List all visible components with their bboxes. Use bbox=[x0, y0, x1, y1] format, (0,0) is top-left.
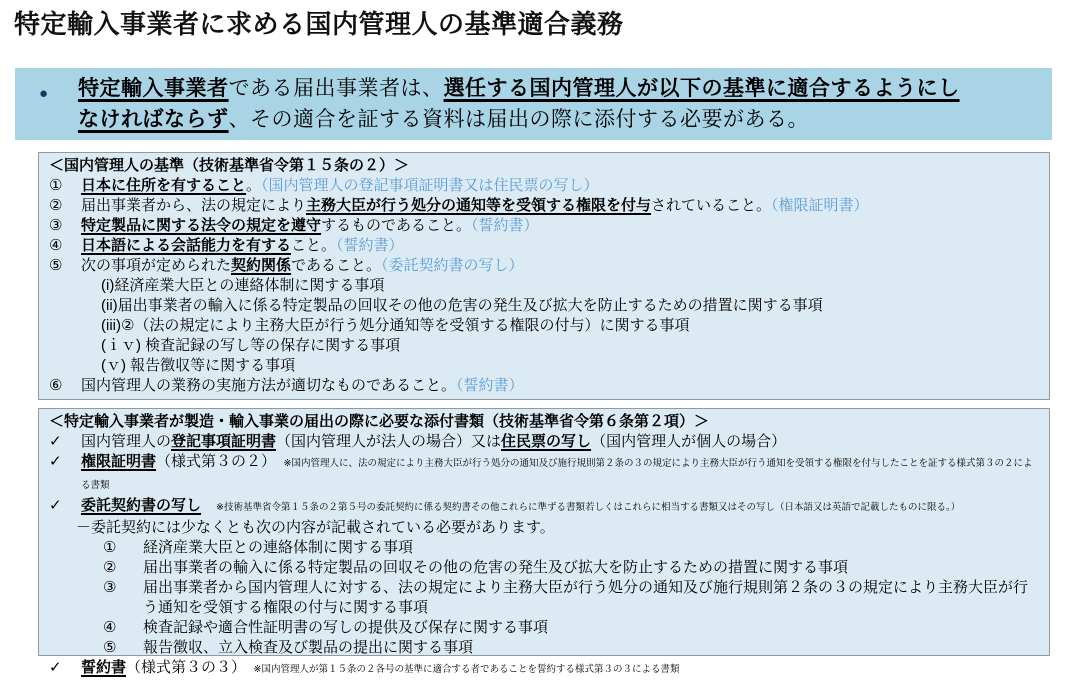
bullet-icon: ● bbox=[39, 85, 49, 102]
item-text: (iii)②（法の規定により主務大臣が行う処分通知等を受領する権限の付与）に関する事項 bbox=[101, 317, 690, 334]
item-text: 次の事項が定められた契約関係であること。（委託契約書の写し） bbox=[81, 257, 524, 274]
list-item bbox=[47, 578, 1041, 618]
item-marker: ⑥ bbox=[49, 377, 63, 394]
check-icon: ✓ bbox=[49, 659, 62, 676]
item-text: －委託契約には少なくとも次の内容が記載されている必要があります。 bbox=[76, 519, 555, 536]
criteria-box-title: ＜国内管理人の基準（技術基準省令第１５条の２）＞ bbox=[49, 157, 410, 174]
item-marker: ② bbox=[103, 559, 117, 576]
list-item bbox=[47, 376, 1041, 396]
check-icon: ✓ bbox=[49, 497, 62, 514]
list-item bbox=[47, 518, 1041, 538]
item-text: 国内管理人の登記事項証明書（国内管理人が法人の場合）又は住民票の写し（国内管理人が個人の場合） bbox=[81, 433, 787, 450]
banner-text: 特定輸入事業者である届出事業者は、選任する国内管理人が以下の基準に適合するようにし なければならず、その適合を証する資料は届出の際に添付する必要がある。 bbox=[78, 77, 960, 131]
item-text: 国内管理人の業務の実施方法が適切なものであること。（誓約書） bbox=[81, 377, 524, 394]
item-marker: ③ bbox=[103, 579, 117, 596]
list-item bbox=[47, 638, 1041, 658]
list-item bbox=[47, 538, 1041, 558]
item-text: 届出事業者の輸入に係る特定製品の回収その他の危害の発生及び拡大を防止するための措置に関する事項 bbox=[143, 559, 849, 576]
item-marker: ⑤ bbox=[49, 257, 63, 274]
item-text: (ii)届出事業者の輸入に係る特定製品の回収その他の危害の発生及び拡大を防止するための措置に関する事項 bbox=[101, 297, 823, 314]
item-text: 特定製品に関する法令の規定を遵守するものであること。（誓約書） bbox=[81, 217, 539, 234]
page-title: 特定輸入事業者に求める国内管理人の基準適合義務 bbox=[14, 9, 624, 39]
summary-banner bbox=[15, 68, 1052, 140]
list-item bbox=[47, 276, 1041, 296]
list-item bbox=[47, 296, 1041, 316]
item-text: (ｉｖ) 検査記録の写し等の保存に関する事項 bbox=[101, 337, 401, 354]
item-text: 検査記録や適合性証明書の写しの提供及び保存に関する事項 bbox=[143, 619, 549, 636]
item-text: 届出事業者から、法の規定により主務大臣が行う処分の通知等を受領する権限を付与されていること。（権限証明書） bbox=[81, 197, 869, 214]
item-marker: ① bbox=[103, 539, 117, 556]
list-item bbox=[47, 336, 1041, 356]
list-item bbox=[47, 356, 1041, 376]
item-marker: ④ bbox=[49, 237, 63, 254]
item-text: 経済産業大臣との連絡体制に関する事項 bbox=[143, 539, 414, 556]
list-item bbox=[47, 618, 1041, 638]
item-text: 権限証明書（様式第３の２） ※国内管理人に、法の規定により主務大臣が行う処分の通知及び施行規則第２条の３の規定により主務大臣が行う通知を受領する権限を付与したことを証する様式第３の２による書類 bbox=[81, 453, 1033, 491]
item-text: 誓約書（様式第３の３） ※国内管理人が第１５条の２各号の基準に適合する者であることを誓約する様式第３の３による書類 bbox=[81, 659, 680, 676]
list-item bbox=[47, 452, 1041, 496]
item-text: (i)経済産業大臣との連絡体制に関する事項 bbox=[101, 277, 385, 294]
list-item bbox=[47, 216, 1041, 236]
list-item bbox=[47, 558, 1041, 578]
list-item bbox=[47, 432, 1041, 452]
attached-documents-box-title: ＜特定輸入事業者が製造・輸入事業の届出の際に必要な添付書類（技術基準省令第６条第２項）＞ bbox=[49, 413, 710, 430]
item-marker: ⑤ bbox=[103, 639, 117, 656]
list-item bbox=[47, 496, 1041, 518]
item-text: (ｖ) 報告徴収等に関する事項 bbox=[101, 357, 296, 374]
list-item bbox=[47, 658, 1041, 680]
list-item bbox=[47, 196, 1041, 216]
list-item bbox=[47, 236, 1041, 256]
criteria-box bbox=[38, 152, 1050, 400]
attached-documents-box bbox=[38, 408, 1050, 676]
item-text: 日本に住所を有すること。（国内管理人の登記事項証明書又は住民票の写し） bbox=[81, 177, 599, 194]
check-icon: ✓ bbox=[49, 433, 62, 450]
item-marker: ④ bbox=[103, 619, 117, 636]
item-marker: ③ bbox=[49, 217, 63, 234]
list-item bbox=[47, 176, 1041, 196]
item-text: 届出事業者から国内管理人に対する、法の規定により主務大臣が行う処分の通知及び施行規則第２条の３の規定により主務大臣が行う通知を受領する権限の付与に関する事項 bbox=[143, 579, 1029, 616]
attached-documents-list bbox=[47, 432, 1041, 680]
list-item bbox=[47, 256, 1041, 276]
item-text: 報告徴収、立入検査及び製品の提出に関する事項 bbox=[143, 639, 474, 656]
item-marker: ② bbox=[49, 197, 63, 214]
list-item bbox=[47, 316, 1041, 336]
item-text: 日本語による会話能力を有すること。（誓約書） bbox=[81, 237, 404, 254]
criteria-list bbox=[47, 176, 1041, 396]
check-icon: ✓ bbox=[49, 453, 62, 470]
item-marker: ① bbox=[49, 177, 63, 194]
item-text: 委託契約書の写し ※技術基準省令第１５条の２第５号の委託契約に係る契約書その他これらに準ずる書類若しくはこれらに相当する書類又はその写し（日本語又は英語で記載したものに限る。） bbox=[81, 497, 961, 514]
